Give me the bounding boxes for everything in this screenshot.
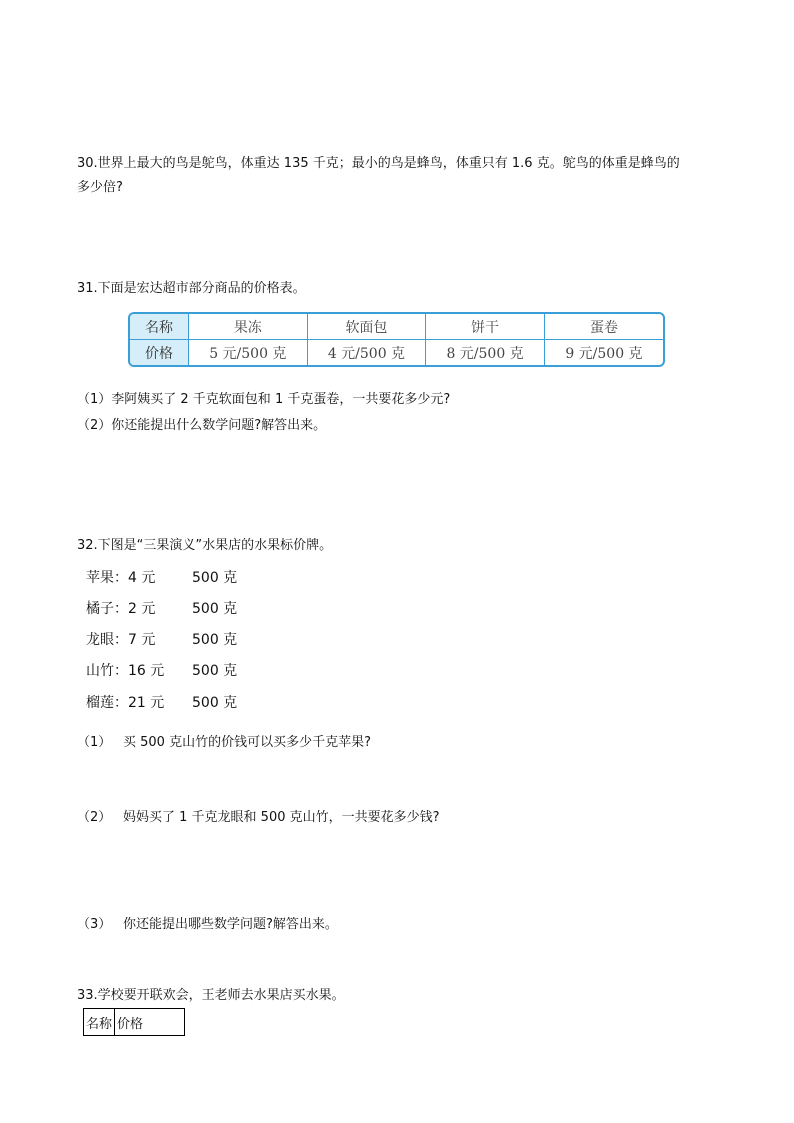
- q32-sub3-num: （3）: [77, 917, 112, 932]
- q32-sub1-num: （1）: [77, 735, 112, 750]
- table-row: [130, 340, 663, 366]
- q32-sub1-text: 买 500 克山竹的价钱可以买多少千克苹果?: [123, 735, 371, 750]
- table-header-row: [130, 314, 663, 340]
- fruit-price-row: [86, 660, 237, 680]
- q32-sub2-num: （2）: [77, 810, 112, 825]
- fruit-price-row: [86, 629, 237, 649]
- fruit-price: 龙眼：7 元: [86, 632, 156, 648]
- fruit-price: 山竹：16 元: [86, 663, 165, 679]
- table-cell: 5 元/500 克: [189, 340, 308, 366]
- fruit-price-row: [86, 692, 237, 712]
- fruit-price: 橘子：2 元: [86, 601, 156, 617]
- fruit-weight: 500 克: [192, 695, 238, 711]
- q33-table: [83, 1008, 185, 1036]
- fruit-weight: 500 克: [192, 570, 238, 586]
- fruit-weight: 500 克: [192, 632, 238, 648]
- fruit-price-row: [86, 598, 237, 618]
- q32-intro: 32.下图是“三果演义”水果店的水果标价牌。: [77, 538, 333, 553]
- table-cell: 名称: [84, 1009, 115, 1035]
- q31-sub1: （1）李阿姨买了 2 千克软面包和 1 千克蛋卷，一共要花多少元?: [77, 392, 451, 407]
- fruit-weight: 500 克: [192, 663, 238, 679]
- table-cell: 软面包: [307, 314, 426, 340]
- fruit-weight: 500 克: [192, 601, 238, 617]
- q31-price-table: [128, 312, 665, 367]
- table-cell: 4 元/500 克: [307, 340, 426, 366]
- q32-sub3-text: 你还能提出哪些数学问题?解答出来。: [123, 917, 338, 932]
- table-cell: 8 元/500 克: [426, 340, 545, 366]
- table-cell: 价格: [117, 1016, 144, 1032]
- q33-intro: 33.学校要开联欢会，王老师去水果店买水果。: [77, 988, 345, 1003]
- fruit-price: 榴莲：21 元: [86, 695, 165, 711]
- table-cell: 果冻: [189, 314, 308, 340]
- q30-line1: 30.世界上最大的鸟是鸵鸟，体重达 135 千克；最小的鸟是蜂鸟，体重只有 1.6 克。鸵鸟的体重是蜂鸟的: [77, 156, 680, 171]
- q31-sub2: （2）你还能提出什么数学问题?解答出来。: [77, 418, 327, 433]
- table-header-row: [84, 1009, 145, 1035]
- table-cell: 9 元/500 克: [544, 340, 663, 366]
- q32-sub2-text: 妈妈买了 1 千克龙眼和 500 克山竹，一共要花多少钱?: [123, 810, 440, 825]
- fruit-price-row: [86, 567, 237, 587]
- table-cell: 蛋卷: [544, 314, 663, 340]
- table-cell: 饼干: [426, 314, 545, 340]
- table-cell: 名称: [130, 314, 189, 340]
- q30-line2: 多少倍?: [77, 180, 123, 195]
- q31-intro: 31.下面是宏达超市部分商品的价格表。: [77, 281, 306, 296]
- fruit-price: 苹果：4 元: [86, 570, 156, 586]
- table-cell: 价格: [130, 340, 189, 366]
